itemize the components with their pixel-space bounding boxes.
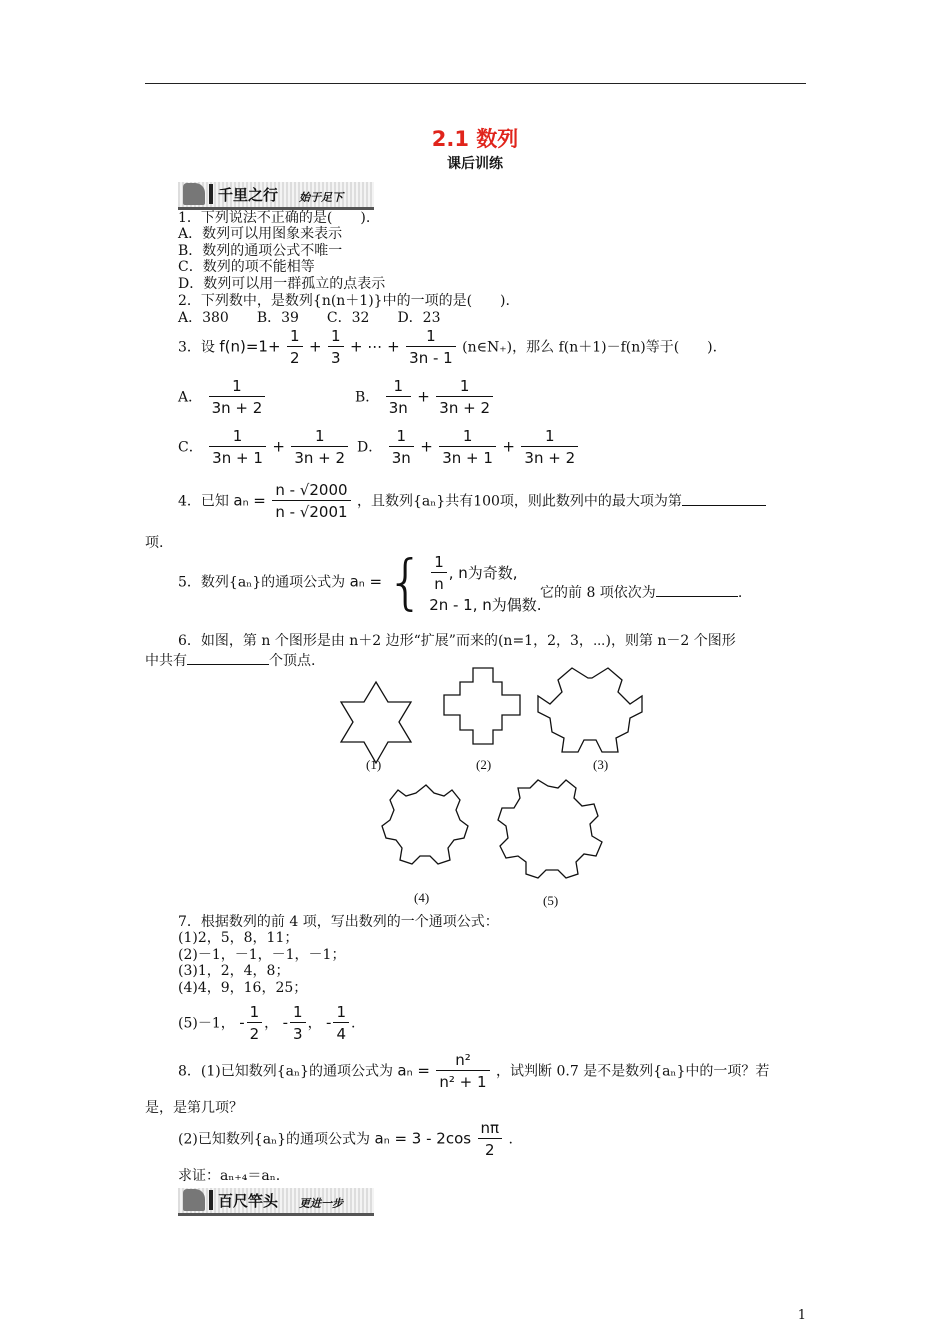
q7-item: (2)－1，－1，－1，－1； xyxy=(178,947,346,963)
q1-option: A．数列可以用图象来表示 xyxy=(178,226,343,242)
header-rule xyxy=(145,83,806,84)
section-banner-basic: 千里之行 始于足下 xyxy=(178,182,374,207)
q2-options: A．380 B．39 C．32 D．23 xyxy=(178,310,441,326)
q1-option: C．数列的项不能相等 xyxy=(178,259,315,275)
q8-part2: (2)已知数列{aₙ}的通项公式为 aₙ = 3 - 2cos $\frac{n\pi}{2}$ . xyxy=(178,1119,513,1159)
q6-figures xyxy=(330,660,650,920)
q5-tail: 它的前 8 项依次为 . xyxy=(540,582,742,601)
q8-part1: 8．(1)已知数列{aₙ}的通项公式为 aₙ = $\frac{\text{n²}}{\text{n² + 1}}$ ，试判断 0.7 是不是数列{aₙ}中的一项？若 xyxy=(178,1051,770,1091)
q1-stem: 1．下列说法不正确的是( ). xyxy=(178,210,371,226)
figure-caption: (1) xyxy=(366,757,382,772)
q3-line: 3．设 f(n)=1+ $\frac{1}{2}$ + $\frac{1}{3}$ + ⋯ + $\frac{1}{3n - 1}$ (n∈N₊)，那么 f(n＋1)－f(n)等于( ). xyxy=(178,327,718,367)
page-title: 2.1 数列 xyxy=(431,127,519,151)
q7-item-5: (5)－1， - $\frac{1}{2}$ ， - $\frac{1}{3}$ ， - $\frac{1}{4}$ . xyxy=(178,1003,356,1043)
figure-caption: (3) xyxy=(593,757,609,772)
q7-item: (1)2，5，8，11； xyxy=(178,930,299,946)
q5-line: 5．数列{aₙ}的通项公式为 aₙ = { $\frac{1}{n}$ , n为奇数, 2n - 1, n为偶数. xyxy=(178,547,542,618)
figure-4-snowflake xyxy=(382,785,468,864)
q4-end: 项. xyxy=(145,535,164,551)
q3-option-d: D． $\frac{1}{3n}$ + $\frac{1}{3n + 1}$ + $\frac{1}{3n + 2}$ xyxy=(357,426,580,469)
q8-proof: 求证：aₙ₊₄＝aₙ. xyxy=(178,1168,281,1184)
q7-item: (4)4，9，16，25； xyxy=(178,980,308,996)
q6-line2: 中共有 个顶点. xyxy=(145,650,315,669)
q1-option: D．数列可以用一群孤立的点表示 xyxy=(178,276,386,292)
figure-2-cross xyxy=(444,668,520,744)
q8-part1-end: 是，是第几项？ xyxy=(145,1100,243,1116)
page-number: 1 xyxy=(797,1308,806,1323)
q7-item: (3)1，2，4，8； xyxy=(178,963,290,979)
page-subtitle: 课后训练 xyxy=(447,156,503,172)
q3-option-b: B． $\frac{1}{3n}$ + $\frac{1}{3n + 2}$ xyxy=(355,376,495,419)
figure-3-snowflake xyxy=(538,668,642,752)
figure-caption: (5) xyxy=(543,893,559,908)
q3-option-c: C． $\frac{1}{3n + 1}$ + $\frac{1}{3n + 2}$ xyxy=(178,426,350,469)
figure-5-snowflake xyxy=(498,780,602,878)
section-banner-advanced: 百尺竿头 更进一步 xyxy=(178,1188,374,1213)
q6-line1: 6．如图，第 n 个图形是由 n＋2 边形“扩展”而来的(n=1，2，3，⋯)，则第 n－2 个图形 xyxy=(178,633,736,649)
book-icon xyxy=(183,183,205,205)
book-icon xyxy=(183,1189,205,1211)
figure-1-star xyxy=(341,682,411,763)
q3-option-a: A． $\frac{1}{3n + 2}$ xyxy=(178,376,267,419)
q4-line: 4．已知 aₙ = $\frac{n - √2000}{n - √2001}$ ，且数列{aₙ}共有100项，则此数列中的最大项为第 xyxy=(178,480,766,523)
figure-caption: (2) xyxy=(476,757,492,772)
q1-option: B．数列的通项公式不唯一 xyxy=(178,243,343,259)
q2-stem: 2．下列数中，是数列{n(n＋1)}中的一项的是( ). xyxy=(178,293,510,309)
q7-stem: 7．根据数列的前 4 项，写出数列的一个通项公式： xyxy=(178,914,499,930)
figure-caption: (4) xyxy=(414,890,430,905)
